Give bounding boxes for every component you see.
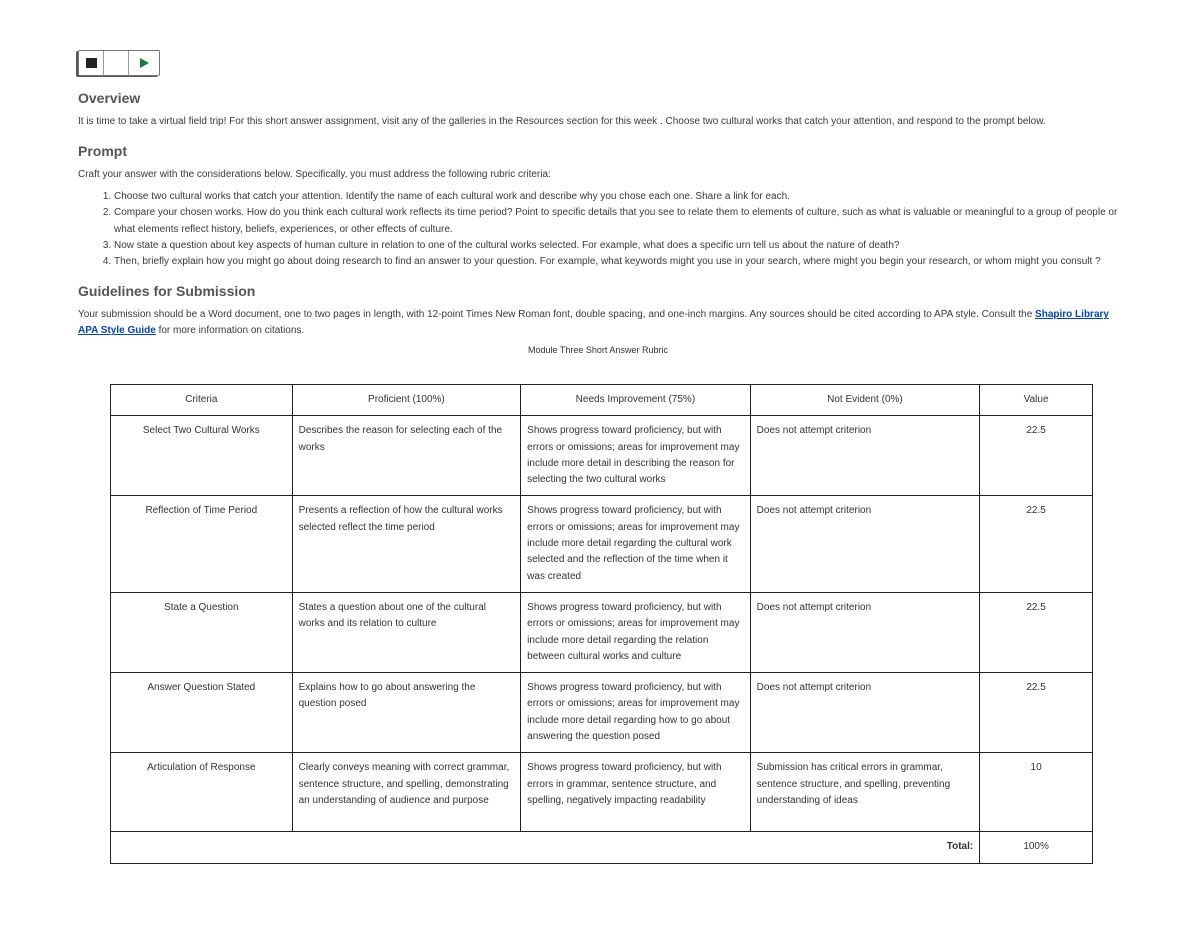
- table-row: [111, 592, 1093, 672]
- stop-icon: [86, 58, 97, 68]
- prompt-item: 4. Then, briefly explain how you might go about doing research to find an answer to your question. For example, what keywords might you use in your search, where might you begin your research, or whom might you consult ?: [114, 254, 1118, 270]
- guidelines-text-after: for more information on citations.: [155, 325, 305, 337]
- header-proficient: Proficient (100%): [292, 385, 521, 416]
- header-needs-improvement: Needs Improvement (75%): [521, 385, 751, 416]
- needs-improvement-cell: Shows progress toward proficiency, but with errors in grammar, sentence structure, and spelling, negatively impacting readability: [521, 753, 751, 832]
- proficient-cell: Explains how to go about answering the question posed: [292, 673, 521, 753]
- header-not-evident: Not Evident (0%): [750, 385, 980, 416]
- guidelines-text-before: Your submission should be a Word document, one to two pages in length, with 12-point Times New Roman font, double spacing, and one-inch margins. Any sources should be cited according to APA style. Consult the: [78, 309, 1036, 321]
- proficient-cell: Describes the reason for selecting each of the works: [292, 416, 521, 496]
- not-evident-cell: Does not attempt criterion: [750, 673, 980, 753]
- value-cell: 22.5: [980, 592, 1093, 672]
- guidelines-heading: Guidelines for Submission: [78, 283, 256, 300]
- total-row: [111, 832, 1093, 863]
- rubric-header-row: [111, 385, 1093, 416]
- not-evident-cell: Does not attempt criterion: [750, 416, 980, 496]
- prompt-heading: Prompt: [78, 143, 127, 159]
- table-row: [111, 753, 1093, 832]
- value-cell: 22.5: [980, 496, 1093, 592]
- needs-improvement-cell: Shows progress toward proficiency, but with errors or omissions; areas for improvement may include more detail regarding the cultural work selected and the reflection of the time when it was created: [521, 496, 751, 592]
- table-row: [111, 416, 1093, 496]
- total-value: 100%: [980, 832, 1093, 863]
- value-cell: 22.5: [980, 673, 1093, 753]
- needs-improvement-cell: Shows progress toward proficiency, but with errors or omissions; areas for improvement may include more detail in describing the reason for selecting the two cultural works: [521, 416, 751, 496]
- prompt-item: 1. Choose two cultural works that catch your attention. Identify the name of each cultural work and describe why you chose each one. Share a link for each.: [114, 189, 1118, 205]
- player-spacer: [104, 51, 129, 75]
- value-cell: 10: [980, 753, 1093, 832]
- overview-heading: Overview: [78, 90, 141, 106]
- table-row: [111, 673, 1093, 753]
- criteria-cell: Reflection of Time Period: [111, 496, 293, 592]
- needs-improvement-cell: Shows progress toward proficiency, but with errors or omissions; areas for improvement may include more detail regarding the relation between cultural works and culture: [521, 592, 751, 672]
- value-cell: 22.5: [980, 416, 1093, 496]
- media-player: [78, 50, 160, 76]
- header-criteria: Criteria: [111, 385, 293, 416]
- criteria-cell: Answer Question Stated: [111, 673, 293, 753]
- rubric-caption: Module Three Short Answer Rubric: [528, 345, 668, 356]
- not-evident-cell: Does not attempt criterion: [750, 496, 980, 592]
- guidelines-text: [78, 307, 1118, 339]
- criteria-cell: Select Two Cultural Works: [111, 416, 293, 496]
- stop-button[interactable]: [79, 51, 104, 75]
- rubric-table: [110, 384, 1093, 864]
- not-evident-cell: Submission has critical errors in grammar, sentence structure, and spelling, preventing understanding of ideas: [750, 753, 980, 832]
- proficient-cell: Clearly conveys meaning with correct grammar, sentence structure, and spelling, demonstrating an understanding of audience and purpose: [292, 753, 521, 832]
- play-icon: [140, 58, 149, 68]
- apa-guide-link[interactable]: Shapiro Library APA Style Guide: [78, 309, 1109, 337]
- overview-text: It is time to take a virtual field trip! For this short answer assignment, visit any of the galleries in the Resources section for this week . Choose two cultural works that catch your attention, and respond to the prompt below.: [78, 116, 1046, 127]
- prompt-item: 3. Now state a question about key aspects of human culture in relation to one of the cultural works selected. For example, what does a specific urn tell us about the nature of death?: [114, 238, 1118, 254]
- criteria-cell: State a Question: [111, 592, 293, 672]
- document-page: [78, 50, 1118, 361]
- proficient-cell: Presents a reflection of how the cultural works selected reflect the time period: [292, 496, 521, 592]
- prompt-intro: Craft your answer with the considerations below. Specifically, you must address the following rubric criteria:: [78, 169, 551, 180]
- total-label: Total:: [111, 832, 980, 863]
- table-row: [111, 496, 1093, 592]
- proficient-cell: States a question about one of the cultural works and its relation to culture: [292, 592, 521, 672]
- header-value: Value: [980, 385, 1093, 416]
- prompt-list: [78, 189, 1118, 270]
- criteria-cell: Articulation of Response: [111, 753, 293, 832]
- not-evident-cell: Does not attempt criterion: [750, 592, 980, 672]
- play-button[interactable]: [129, 51, 159, 75]
- needs-improvement-cell: Shows progress toward proficiency, but with errors or omissions; areas for improvement may include more detail regarding how to go about answering the question posed: [521, 673, 751, 753]
- prompt-item: 2. Compare your chosen works. How do you think each cultural work reflects its time period? Point to specific details that you see to relate them to elements of culture, such as what is valuable or meaningful to a group of people or what elements reflect history, beliefs, experiences, or other effects of culture.: [114, 205, 1118, 238]
